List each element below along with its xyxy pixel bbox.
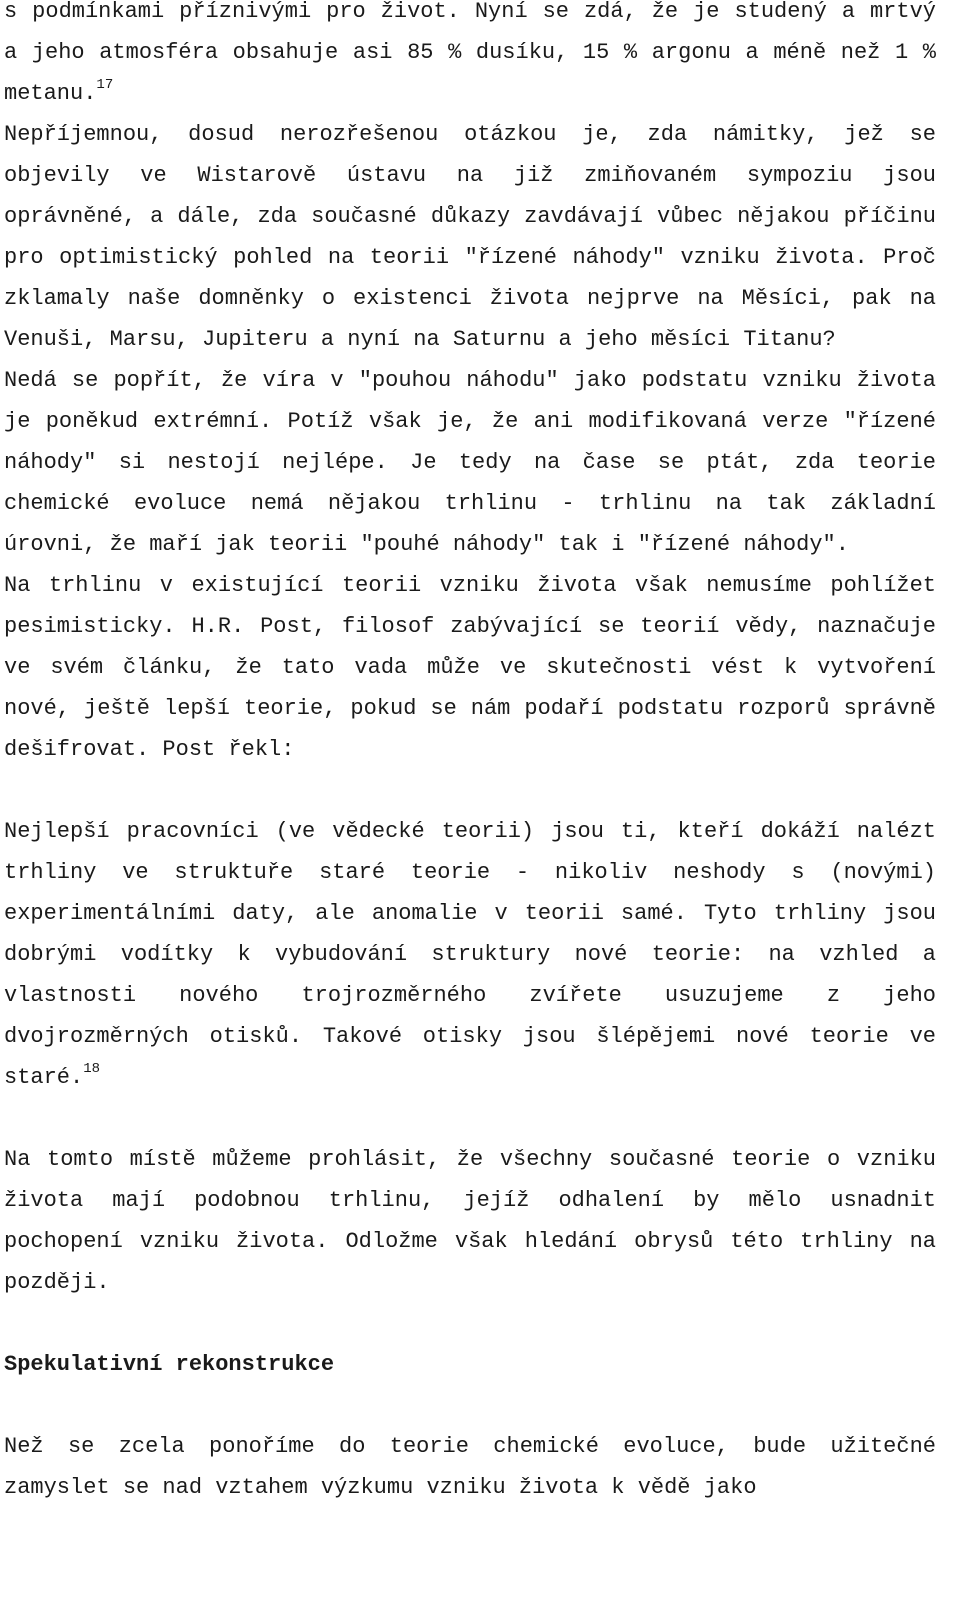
paragraph-post-intro: Na trhlinu v existující teorii vzniku života však nemusíme pohlížet pesimisticky. H.R. Post, filosof zabývající se teorií vědy, naznačuje ve svém článku, že tato vada může ve skutečnosti vést k vytvoření nové, ještě lepší teorie, pokud se nám podaří podstatu rozporů správně dešifrovat. Post řekl: bbox=[4, 573, 936, 762]
quote-text: Nejlepší pracovníci (ve vědecké teorii) jsou ti, kteří dokáží nalézt trhliny ve struktuře staré teorie - nikoliv neshody s (novými) experimentálními daty, ale anomalie v teorii samé. Tyto trhliny jsou dobrými vodítky k vybudování struktury nové teorie: na vzhled a vlastnosti nového trojrozměrného zvířete usuzujeme z jeho dvojrozměrných otisků. Takové otisky jsou šlépějemi nové teorie ve staré. bbox=[4, 819, 936, 1090]
paragraph-gap bbox=[4, 770, 936, 811]
section-heading: Spekulativní rekonstrukce bbox=[4, 1352, 335, 1377]
paragraph-wistar-objections: Nepříjemnou, dosud nerozřešenou otázkou je, zda námitky, jež se objevily ve Wistarově ústavu na již zmiňovaném sympoziu jsou oprávněné, a dále, zda současné důkazy zavdávají vůbec nějakou příčinu pro optimistický pohled na teorii "řízené náhody" vzniku života. Proč zklamaly naše domněnky o existenci života nejprve na Měsíci, pak na Venuši, Marsu, Jupiteru a nyní na Saturnu a jeho měsíci Titanu? bbox=[4, 122, 936, 352]
quote-post bbox=[4, 811, 936, 1098]
paragraph-titan-atmosphere bbox=[4, 0, 936, 114]
paragraph-crack-theory: Na tomto místě můžeme prohlásit, že všechny současné teorie o vzniku života mají podobnou trhlinu, jejíž odhalení by mělo usnadnit pochopení vzniku života. Odložme však hledání obrysů této trhliny na později. bbox=[4, 1147, 936, 1295]
paragraph-chemical-evolution: Než se zcela ponoříme do teorie chemické evoluce, bude užitečné zamyslet se nad vztahem výzkumu vzniku života k vědě jako bbox=[4, 1434, 936, 1500]
paragraph-gap bbox=[4, 1098, 936, 1139]
paragraph-pure-chance: Nedá se popřít, že víra v "pouhou náhodu" jako podstatu vzniku života je poněkud extrémní. Potíž však je, že ani modifikovaná verze "řízené náhody" si nestojí nejlépe. Je tedy na čase se ptát, zda teorie chemické evoluce nemá nějakou trhlinu - trhlinu na tak základní úrovni, že maří jak teorii "pouhé náhody" tak i "řízené náhody". bbox=[4, 368, 936, 557]
paragraph-text: s podmínkami příznivými pro život. Nyní se zdá, že je studený a mrtvý a jeho atmosféra obsahuje asi 85 % dusíku, 15 % argonu a méně než 1 % metanu. bbox=[4, 0, 936, 106]
paragraph-gap bbox=[4, 1303, 936, 1344]
footnote-marker-18: 18 bbox=[83, 1061, 101, 1077]
footnote-marker-17: 17 bbox=[96, 77, 114, 93]
document-page bbox=[4, 0, 936, 1508]
paragraph-gap bbox=[4, 1385, 936, 1426]
